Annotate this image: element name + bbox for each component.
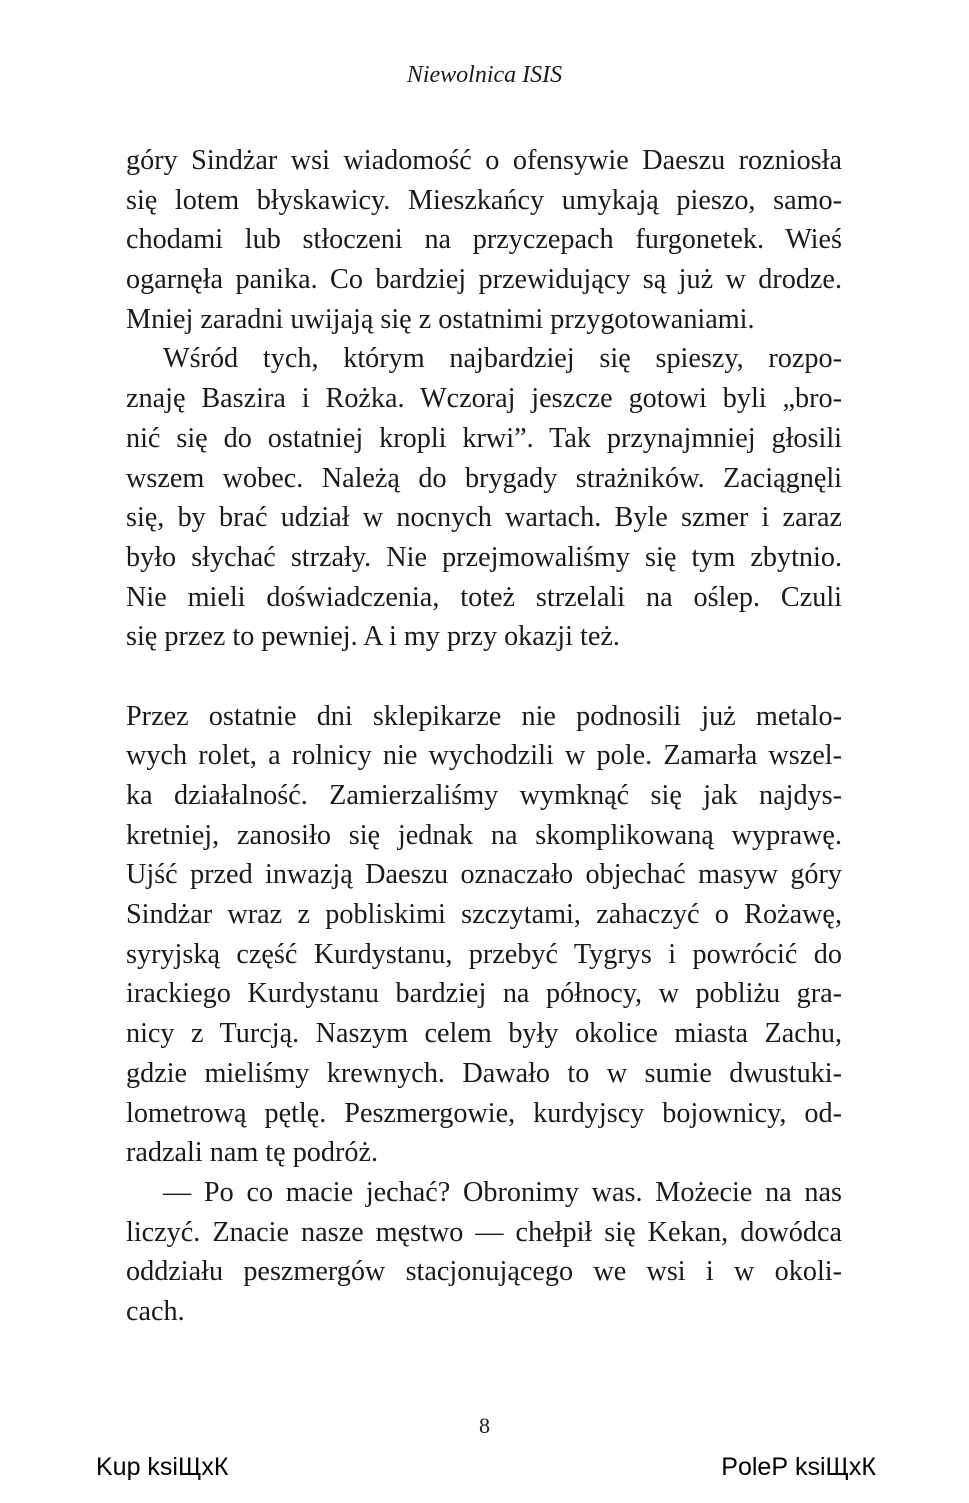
text-line: Ujść przed inwazją Daeszu oznaczało objechać masyw góry xyxy=(126,859,842,891)
text-line: liczyć. Znacie nasze męstwo — chełpił się Kekan, dowódca xyxy=(126,1216,842,1248)
text-line: się lotem błyskawicy. Mieszkańcy umykają pieszo, samo- xyxy=(126,184,842,216)
text-line: Sindżar wraz z pobliskimi szczytami, zahaczyć o Rożawę, xyxy=(126,899,842,931)
text-line: wszem wobec. Należą do brygady strażników. Zaciągnęli xyxy=(126,462,842,494)
text-line: ka działalność. Zamierzaliśmy wymknąć się jak najdys- xyxy=(126,780,842,811)
text-line: radzali nam tę podróż. xyxy=(126,1137,379,1169)
text-line: się, by brać udział w nocnych wartach. Byle szmer i zaraz xyxy=(126,502,842,534)
text-line: gdzie mieliśmy krewnych. Dawało to w sumie dwustuki- xyxy=(126,1057,842,1089)
text-line: nić się do ostatniej kropli krwi”. Tak przynajmniej głosili xyxy=(126,422,842,454)
text-line: było słychać strzały. Nie przejmowaliśmy się tym zbytnio. xyxy=(126,541,842,573)
section-break xyxy=(126,657,842,697)
text-line: chodami lub stłoczeni na przyczepach furgonetek. Wieś xyxy=(126,224,842,256)
text-line: ogarnęła panika. Co bardziej przewidujący są już w drodze. xyxy=(126,264,842,296)
text-line: góry Sindżar wsi wiadomość o ofensywie Daeszu rozniosła xyxy=(126,145,842,176)
buy-book-link[interactable]: Kup ksiЩхК xyxy=(96,1453,229,1481)
text-line: znaję Baszira i Rożka. Wczoraj jeszcze gotowi byli „bro- xyxy=(126,383,842,415)
text-line: się przez to pewniej. A i my przy okazji też. xyxy=(126,621,620,653)
text-line: Wśród tych, którym najbardziej się spieszy, rozpo- xyxy=(163,343,842,375)
text-line: wych rolet, a rolnicy nie wychodzili w pole. Zamarła wszel- xyxy=(126,740,842,772)
running-header: Niewolnica ISIS xyxy=(406,62,563,88)
text-line: oddziału peszmergów stacjonującego we wsi i w okoli- xyxy=(126,1256,842,1288)
text-line: irackiego Kurdystanu bardziej na północy, w pobliżu gra- xyxy=(126,978,842,1010)
text-line: cach. xyxy=(126,1295,185,1327)
text-line: syryjską część Kurdystanu, przebyć Tygrys i powrócić do xyxy=(126,938,842,970)
text-line: Nie mieli doświadczenia, toteż strzelali na oślep. Czuli xyxy=(126,581,842,613)
text-line: Mniej zaradni uwijają się z ostatnimi przygotowaniami. xyxy=(126,303,755,335)
page-number: 8 xyxy=(479,1413,490,1438)
text-line: lometrową pętlę. Peszmergowie, kurdyjscy bojownicy, od- xyxy=(126,1097,842,1129)
text-line: — Po co macie jechać? Obronimy was. Możecie na nas xyxy=(163,1176,842,1208)
text-line: nicy z Turcją. Naszym celem były okolice miasta Zachu, xyxy=(126,1018,842,1050)
text-line: Przez ostatnie dni sklepikarze nie podnosili już metalo- xyxy=(126,700,842,732)
recommend-book-link[interactable]: PoleР ksiЩхК xyxy=(721,1453,876,1481)
body-text xyxy=(126,141,842,1332)
text-line: kretniej, zanosiło się jednak na skomplikowaną wyprawę. xyxy=(126,819,842,851)
